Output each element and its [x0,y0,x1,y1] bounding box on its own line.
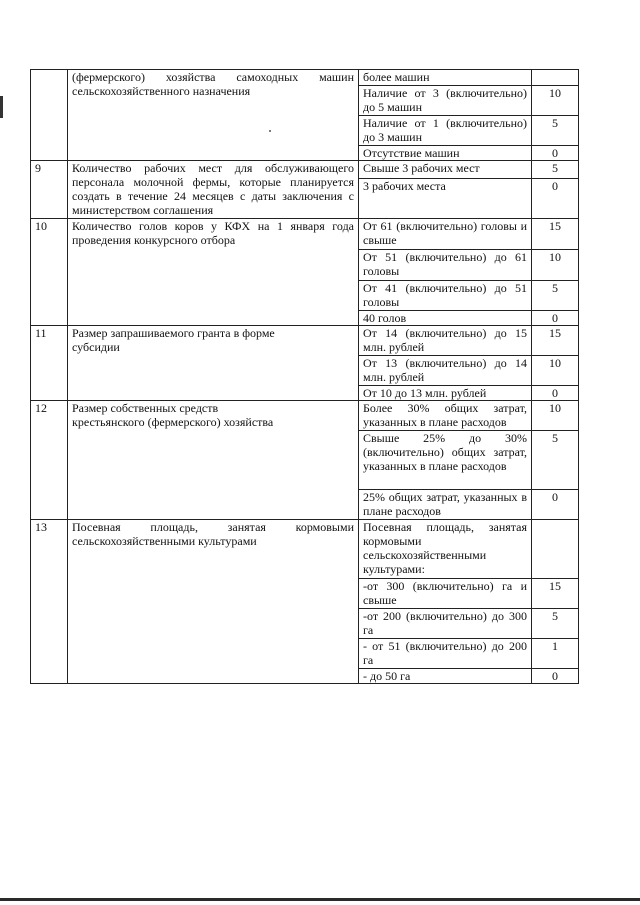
score-cell: 10 [532,250,579,281]
score-cell: 5 [532,116,579,146]
score-cell: 0 [532,311,579,326]
condition-cell: 25% общих затрат, указанных в плане расходов [359,490,532,520]
criterion-line: крестьянского (фермерского) хозяйства [72,415,274,429]
row-number: 10 [31,219,68,326]
score-cell: 5 [532,431,579,490]
condition-cell: Отсутствие машин [359,146,532,161]
criteria-table [30,69,579,684]
condition-cell: - от 51 (включительно) до 200 га [359,639,532,669]
condition-cell: -от 300 (включительно) га и свыше [359,579,532,609]
criterion-line: Размер запрашиваемого гранта в форме [72,326,275,340]
score-cell: 15 [532,579,579,609]
score-cell: 5 [532,281,579,311]
criterion-cell: Количество рабочих мест для обслуживающего персонала молочной фермы, которые планируется создать в течение 24 месяцев с даты заключения с министерством соглашения [68,161,359,219]
score-cell: 15 [532,219,579,250]
criterion-line: Размер собственных средств [72,401,219,415]
condition-cell: Свыше 25% до 30% (включительно) общих затрат, указанных в плане расходов [359,431,532,490]
condition-cell: Наличие от 1 (включительно) до 3 машин [359,116,532,146]
score-cell: 5 [532,161,579,179]
condition-cell: От 13 (включительно) до 14 млн. рублей [359,356,532,386]
condition-cell: От 10 до 13 млн. рублей [359,386,532,401]
score-cell: 1 [532,639,579,669]
condition-cell: От 61 (включительно) головы и свыше [359,219,532,250]
row-number: 11 [31,326,68,401]
criterion-cell: Посевная площадь, занятая кормовыми сельскохозяйственными культурами [68,520,359,684]
table-row [31,219,579,250]
table-row [31,161,579,179]
row-number [31,70,68,161]
score-cell: 15 [532,326,579,356]
condition-cell: Более 30% общих затрат, указанных в плане расходов [359,401,532,431]
score-cell: 0 [532,386,579,401]
scan-margin-mark [0,96,3,118]
condition-cell: Свыше 3 рабочих мест [359,161,532,179]
condition-cell: Посевная площадь, занятая кормовыми сельскохозяйственными культурами: [359,520,532,579]
row-number: 13 [31,520,68,684]
score-cell: 10 [532,356,579,386]
criterion-cell [68,326,359,401]
row-number: 12 [31,401,68,520]
score-cell: 0 [532,490,579,520]
condition-cell: От 41 (включительно) до 51 головы [359,281,532,311]
condition-cell: 3 рабочих места [359,179,532,219]
row-number: 9 [31,161,68,219]
criterion-line: субсидии [72,340,120,354]
criterion-cell: (фермерского) хозяйства самоходных машин сельскохозяйственного назначения [68,70,359,161]
condition-cell: более машин [359,70,532,86]
condition-cell: От 14 (включительно) до 15 млн. рублей [359,326,532,356]
condition-cell: От 51 (включительно) до 61 головы [359,250,532,281]
criterion-cell: Количество голов коров у КФХ на 1 января года проведения конкурсного отбора [68,219,359,326]
condition-cell: - до 50 га [359,669,532,684]
score-cell: 10 [532,401,579,431]
condition-cell: 40 голов [359,311,532,326]
condition-cell: -от 200 (включительно) до 300 га [359,609,532,639]
table-row [31,401,579,431]
score-cell [532,70,579,86]
score-cell [532,520,579,579]
criterion-cell [68,401,359,520]
score-cell: 5 [532,609,579,639]
condition-cell: Наличие от 3 (включительно) до 5 машин [359,86,532,116]
scan-bottom-edge [0,898,640,901]
score-cell: 10 [532,86,579,116]
table-row [31,520,579,579]
score-cell: 0 [532,146,579,161]
table-row [31,326,579,356]
score-cell: 0 [532,179,579,219]
score-cell: 0 [532,669,579,684]
table-row [31,70,579,86]
